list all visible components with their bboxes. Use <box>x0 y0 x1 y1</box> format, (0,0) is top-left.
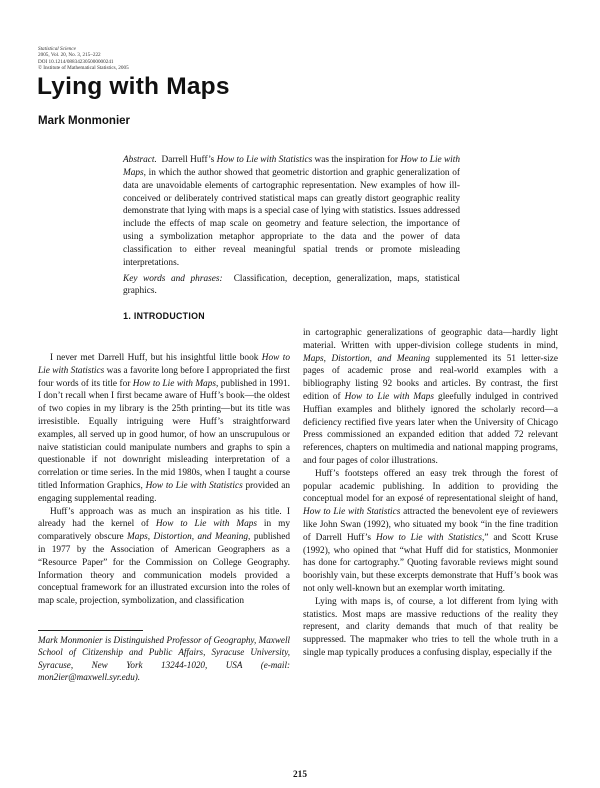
journal-header <box>38 46 129 71</box>
section-heading: 1. INTRODUCTION <box>123 311 205 321</box>
journal-copyright: © Institute of Mathematical Statistics, 2005 <box>38 64 129 71</box>
italic-title: How to Lie with Maps <box>132 378 216 389</box>
footnote-rule <box>38 630 143 631</box>
author-name: Mark Monmonier <box>38 115 131 127</box>
abstract-label: Abstract. <box>123 155 157 165</box>
italic-title: How to Lie with Maps <box>344 391 435 402</box>
abstract-body: Darrell Huff’s How to Lie with Statistics was the inspiration for How to Lie with Maps, in which the author showed that geometric distortion and graphic generalization of data are unavoidable elements of cartographic representation. New examples of how ill-conceived or deliberately contrived statistical maps can greatly distort geographic reality demonstrate that lying with maps is a special case of lying with statistics. Issues addressed include the effects of map scale on geometry and feature selection, the importance of using a symbolization metaphor appropriate to the data and the power of data classification to either reveal meaningful spatial trends or promote misleading interpretations. <box>123 155 461 268</box>
keywords-text: Classification, deception, generalization, maps, statistical graphics. <box>123 273 461 297</box>
journal-volume: 2005, Vol. 20, No. 3, 215–222 <box>38 52 101 59</box>
left-column <box>38 352 290 608</box>
italic-title: How to Lie with Statistics <box>145 480 243 491</box>
body-paragraph: Huff’s footsteps offered an easy trek through the forest of popular academic publishing. In addition to providing the conceptual model for an exposé of representational sleight of hand, How to Lie with Statistics attracted the benevolent eye of reviewers like John Swan (1992), who situated my book “in the fine tradition of Darrell Huff’s How to Lie with Statistics,” and Scott Kruse (1992), who opined that “what Huff did for statistics, Monmonier has done for cartography.” Quoting favorable reviews might sound boorishly vain, but these excerpts demonstrate that Huff’s book was not only well-known but an exemplar worth imitating. <box>303 468 558 594</box>
italic-title: How to Lie with Statistics <box>375 532 482 543</box>
body-paragraph: I never met Darrell Huff, but his insightful little book How to Lie with Statistics was a favorite long before I appropriated the first four words of its title for How to Lie with Maps, published in 1991. I don’t recall when I first became aware of Huff’s book—the oldest of two copies in my library is the 25th printing—but its title was irresistible. Equally intriguing were Huff’s straightforward examples, all served up in good humor, of how an unscrupulous or naive statistician could manipulate numbers and graphs to spin a questionable if not downright misleading interpretation of a correlation or time series. In the mid 1980s, when I taught a course titled Information Graphics, How to Lie with Statistics provided an engaging supplemental reading. <box>38 353 290 504</box>
body-paragraph: Lying with maps is, of course, a lot different from lying with statistics. Most maps are massive reductions of the reality they represent, and clarity demands that much of that reality be suppressed. The mapmaker who tries to tell the whole truth in a single map typically produces a confusing display, especially if the <box>303 596 558 658</box>
journal-name: Statistical Science <box>38 46 76 52</box>
author-footnote: Mark Monmonier is Distinguished Professor of Geography, Maxwell School of Citizenship and Public Affairs, Syracuse University, Syracuse, New York 13244-1020, USA (e-mail: mon2ier@maxwell.syr.edu). <box>38 635 290 682</box>
abstract-text <box>123 154 460 270</box>
italic-title: Maps, Distortion, and Meaning <box>127 532 249 543</box>
right-column <box>303 327 558 660</box>
body-paragraph: Huff’s approach was as much an inspiration as his title. I already had the kernel of How to Lie with Maps in my comparatively obscure Maps, Distortion, and Meaning, published in 1977 by the Association of American Geographers as a “Resource Paper” for the Commission on College Geography. Information theory and communication models provided a conceptual framework for an illustrated excursion into the roles of map scale, projection, symbolization, and classification <box>38 506 290 607</box>
keywords <box>123 273 460 299</box>
italic-title: How to Lie with Statistics <box>38 353 290 376</box>
keywords-label: Key words and phrases: <box>123 273 223 284</box>
body-paragraph: in cartographic generalizations of geographic data—hardly light material. Written with upper-division college students in mind, Maps, Distortion, and Meaning supplemented its 51 letter-size pages of academic prose and real-world examples with a bibliography listing 92 books and articles. By contrast, the first edition of How to Lie with Maps gleefully indulged in contrived Huffian examples and blithely ignored the scholarly record—a deficiency rectified five years later when the University of Chicago Press commissioned an expanded edition that added 72 relevant references, chapters on multimedia and national mapping programs, and four pages of color illustrations. <box>303 328 559 466</box>
page-number: 215 <box>293 770 307 780</box>
italic-title: How to Lie with Statistics <box>303 507 401 518</box>
italic-title: How to Lie with Statistics <box>216 155 313 165</box>
journal-doi: DOI 10.1214/088342305000000241 <box>38 58 114 65</box>
italic-title: How to Lie with Maps <box>155 519 257 530</box>
italic-title: How to Lie with Maps <box>123 155 461 178</box>
abstract <box>123 154 460 298</box>
paper-title: Lying with Maps <box>37 73 230 100</box>
italic-title: Maps, Distortion, and Meaning <box>303 353 430 364</box>
